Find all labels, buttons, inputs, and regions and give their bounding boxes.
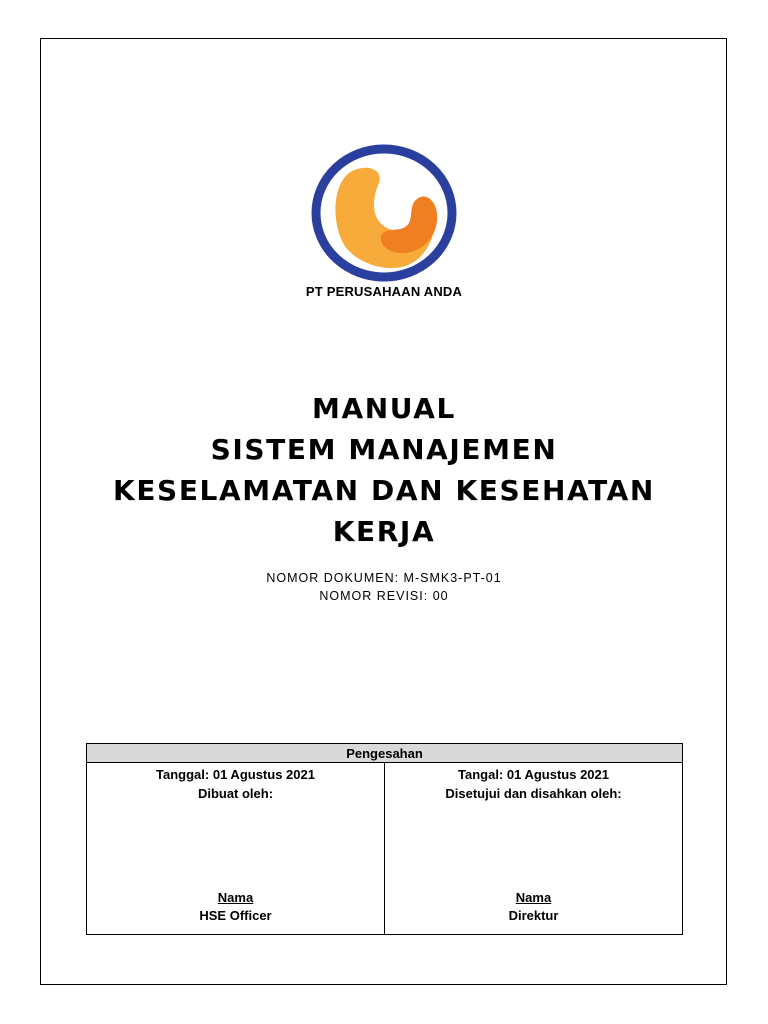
left-date: Tanggal: 01 Agustus 2021: [156, 767, 315, 782]
right-date: Tangal: 01 Agustus 2021: [458, 767, 609, 782]
title-line: KERJA: [332, 515, 436, 548]
document-title: [0, 388, 768, 552]
left-role: Dibuat oleh:: [197, 786, 274, 801]
title-line: SISTEM MANAJEMEN: [210, 433, 558, 466]
approval-cell-right: [385, 763, 683, 935]
revision-number: NOMOR REVISI: 00: [319, 589, 449, 603]
left-name: Nama: [217, 890, 254, 905]
approval-header: Pengesahan: [87, 744, 683, 763]
right-name: Nama: [515, 890, 552, 905]
right-position: Direktur: [508, 908, 559, 923]
approval-table: [86, 743, 683, 935]
right-role: Disetujui dan disahkan oleh:: [445, 786, 622, 801]
title-line: MANUAL: [312, 392, 456, 425]
company-name: PT PERUSAHAAN ANDA: [305, 284, 463, 299]
company-logo: [309, 143, 459, 283]
approval-cell-left: [87, 763, 385, 935]
document-info: [0, 569, 768, 605]
left-position: HSE Officer: [199, 908, 272, 923]
document-number: NOMOR DOKUMEN: M-SMK3-PT-01: [266, 571, 502, 585]
title-line: KESELAMATAN DAN KESEHATAN: [113, 474, 655, 507]
